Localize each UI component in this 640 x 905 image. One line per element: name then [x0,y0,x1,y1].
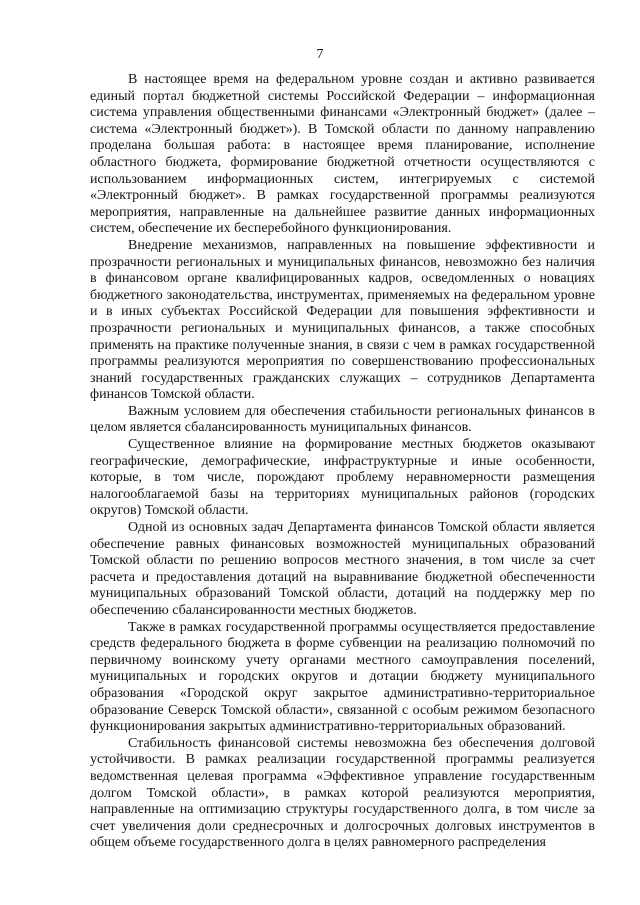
paragraph-equal-opportunities: Одной из основных задач Департамента финансов Томской области является обеспечение равных финансовых возможностей муниципальных образований Томской области по решению вопросов местного значения, в том числе за счет расчета и предоставления дотаций на выравнивание бюджетной обеспеченности муниципальных образований Томской области, дотаций на поддержку мер по обеспечению сбалансированности местных бюджетов. [90,520,595,618]
paragraph-municipal-balance: Важным условием для обеспечения стабильности региональных финансов в целом является сбалансированность муниципальных финансов. [90,403,595,436]
paragraph-local-budgets-influence: Существенное влияние на формирование местных бюджетов оказывают географические, демографические, инфраструктурные и иные особенности, которые, в том числе, порождают проблему неравномерности размещения налогооблагаемой базы на территориях муниципальных районов (городских округов) Томской области. [90,437,595,519]
paragraph-federal-subvention: Также в рамках государственной программы осуществляется предоставление средств федерального бюджета в форме субвенции на реализацию полномочий по первичному воинскому учету органами местного самоуправления поселений, муниципальных и городских округов и дотации бюджету муниципального образования «Городской округ закрытое административно-территориальное образование Северск Томской области», связанной с особым режимом безопасного функционирования закрытых административно-территориальных образований. [90,619,595,735]
page-number: 7 [316,47,324,62]
paragraph-electronic-budget: В настоящее время на федеральном уровне создан и активно развивается единый портал бюджетной системы Российской Федерации – информационная система управления общественными финансами «Электронный бюджет» (далее – система «Электронный бюджет»). В Томской области по данному направлению проделана большая работа: в настоящее время планирование, исполнение областного бюджета, формирование бюджетной отчетности осуществляются с использованием информационных систем, интегрируемых с системой «Электронный бюджет». В рамках государственной программы реализуются мероприятия, направленные на дальнейшее развитие данных информационных систем, обеспечение их бесперебойного функционирования. [90,72,595,237]
paragraph-debt-sustainability: Стабильность финансовой системы невозможна без обеспечения долговой устойчивости. В рамках реализации государственной программы реализуется ведомственная целевая программа «Эффективное управление государственным долгом Томской области», в рамках которой реализуются мероприятия, направленные на оптимизацию структуры государственного долга, в том числе за счет увеличения доли среднесрочных и долгосрочных долговых инструментов в общем объеме государственного долга в целях равномерного распределения [90,735,595,851]
paragraph-qualified-staff: Внедрение механизмов, направленных на повышение эффективности и прозрачности региональных и муниципальных финансов, невозможно без наличия в финансовом органе квалифицированных кадров, осведомленных о новациях бюджетного законодательства, инструментах, применяемых на федеральном уровне и в иных субъектах Российской Федерации для повышения эффективности и прозрачности региональных и муниципальных финансов, а также способных применять на практике полученные знания, в связи с чем в рамках государственной программы реализуются мероприятия по совершенствованию профессиональных знаний государственных гражданских служащих – сотрудников Департамента финансов Томской области. [90,237,595,403]
document-body [90,72,595,852]
